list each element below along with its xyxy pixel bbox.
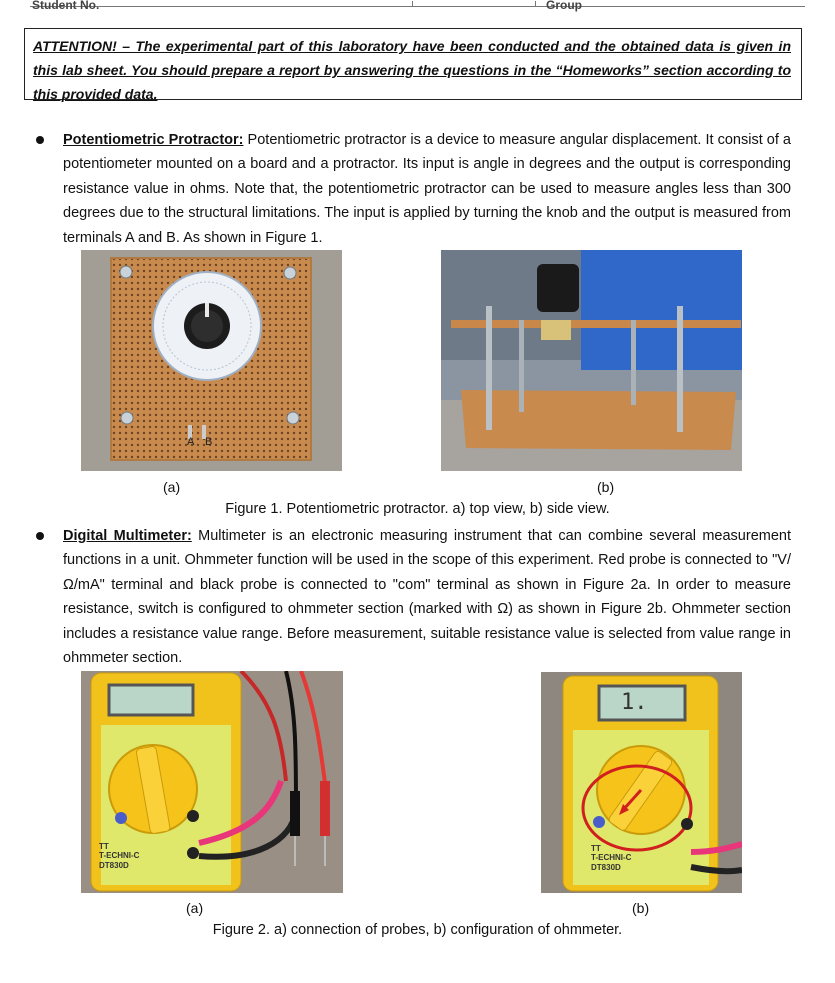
multimeter-brand: TT [591,844,601,853]
protractor-heading: Potentiometric Protractor: [63,132,244,148]
multimeter-text: Multimeter is an electronic measuring instrument that can combine several measurement functions in a unit. Ohmmeter function will be used in the scope of this experiment. Red probe is connected to "V/Ω/mA" terminal and black probe is connected to "com" terminal as shown in Figure 2a. In order to measure resistance, switch is configured to ohmmeter section (marked with Ω) as shown in Figure 2b. Ohmmeter section includes a resistance value range. Before measurement, suitable resistance value is selected from value range in ohmmeter section. [63,528,791,667]
figure1b-label: (b) [597,479,615,495]
multimeter-brand: TT [99,842,109,851]
student-no-label: Student No. [32,0,100,12]
multimeter-display: 1. [621,690,648,715]
terminal-a-label: A [187,436,195,448]
multimeter-model: DT830D [591,863,621,872]
multimeter-brand-name: T-ECHNI-C [591,853,632,862]
terminal-b-label: B [205,436,213,448]
figure2b-label: (b) [632,900,650,916]
figure1-caption: Figure 1. Potentiometric protractor. a) top view, b) side view. [225,501,610,517]
figure2b-photo [541,672,742,893]
figure1a-photo [81,250,342,471]
figure2-caption: Figure 2. a) connection of probes, b) configuration of ohmmeter. [212,922,623,938]
multimeter-brand-name: T-ECHNI-C [99,851,140,860]
protractor-side-view-image [441,250,742,471]
protractor-text: Potentiometric protractor is a device to measure angular displacement. It consist of a potentiometer mounted on a board and a protractor. Its input is angle in degrees and the output is corresponding resistance value in ohms. Note that, the potentiometric protractor can be used to measure angles less than 300 degrees due to the structural limitations. The input is applied by turning the knob and the output is measured from terminals A and B. As shown in Figure 1. [63,132,791,246]
figure1b-photo [441,250,742,471]
attention-box [24,28,802,100]
group-label: Group [546,0,582,12]
protractor-paragraph [63,128,791,250]
bullet [36,136,44,144]
figure2a-photo [81,671,343,893]
attention-text: ATTENTION! – The experimental part of this laboratory have been conducted and the obtained data is given in this lab sheet. You should prepare a report by answering the questions in the “Homeworks” section according to this provided data. [33,38,791,102]
multimeter-model: DT830D [99,861,129,870]
multimeter-paragraph [63,524,791,670]
figure1a-label: (a) [163,479,181,495]
figure2a-label: (a) [186,900,204,916]
header-divider [412,1,413,7]
header-divider [535,1,536,7]
multimeter-heading: Digital Multimeter: [63,528,192,544]
header-rule [30,0,805,12]
bullet [36,532,44,540]
